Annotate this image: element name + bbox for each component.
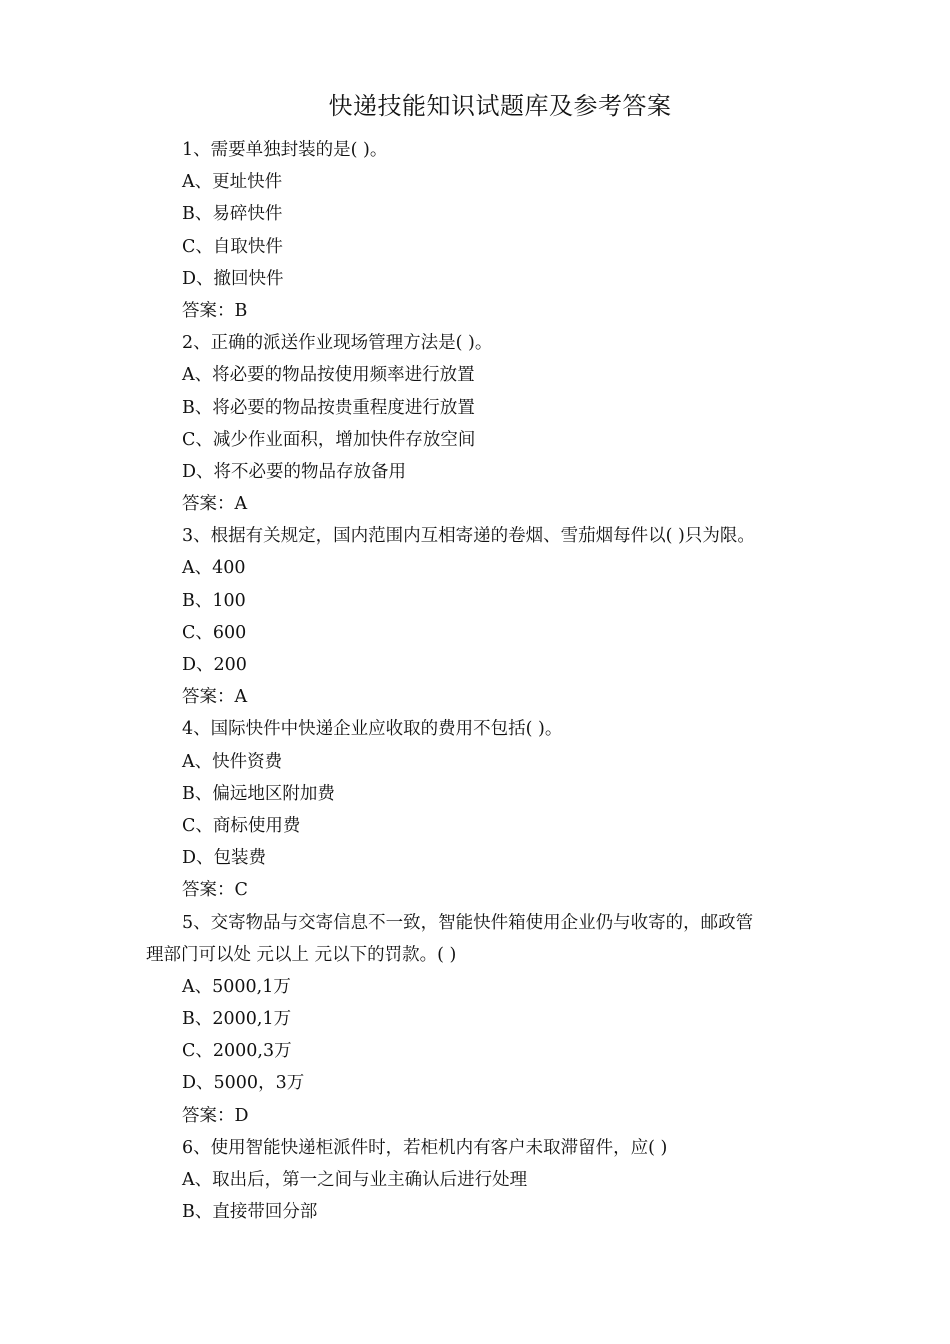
question-2-stem: 2、正确的派送作业现场管理方法是( )。 — [182, 333, 493, 354]
question-5-option-c: C、2000,3万 — [182, 1041, 292, 1062]
question-4-option-b: B、偏远地区附加费 — [182, 783, 335, 804]
question-3-stem: 3、根据有关规定，国内范围内互相寄递的卷烟、雪茄烟每件以( )只为限。 — [182, 526, 755, 547]
question-2-option-c: C、减少作业面积，增加快件存放空间 — [182, 429, 476, 450]
question-4-stem: 4、国际快件中快递企业应收取的费用不包括( )。 — [182, 719, 563, 740]
question-2-option-d: D、将不必要的物品存放备用 — [182, 461, 407, 482]
question-1-option-d: D、撤回快件 — [182, 268, 284, 289]
question-5-option-a: A、5000,1万 — [182, 976, 291, 997]
question-1-option-c: C、自取快件 — [182, 236, 283, 257]
question-5-stem: 5、交寄物品与交寄信息不一致，智能快件箱使用企业仍与收寄的，邮政管 — [182, 912, 754, 933]
question-2-option-a: A、将必要的物品按使用频率进行放置 — [182, 365, 475, 386]
question-4-option-a: A、快件资费 — [182, 751, 283, 772]
question-list — [146, 134, 826, 1228]
question-3-option-b: B、100 — [182, 590, 246, 611]
question-3-answer: 答案：A — [182, 687, 248, 708]
question-1-stem: 1、需要单独封装的是( )。 — [182, 140, 388, 160]
document-title: 快递技能知识试题库及参考答案 — [328, 92, 672, 120]
question-6-stem: 6、使用智能快递柜派件时，若柜机内有客户未取滞留件，应( ) — [182, 1137, 668, 1158]
question-4-option-d: D、包装费 — [182, 848, 267, 869]
question-1-option-a: A、更址快件 — [182, 172, 283, 193]
question-2-option-b: B、将必要的物品按贵重程度进行放置 — [182, 397, 475, 418]
question-6-option-b: B、直接带回分部 — [182, 1202, 318, 1223]
question-4-option-c: C、商标使用费 — [182, 815, 301, 836]
question-6-option-a: A、取出后，第一之间与业主确认后进行处理 — [182, 1170, 528, 1190]
question-2-answer: 答案：A — [182, 494, 248, 515]
question-4-answer: 答案：C — [182, 880, 248, 901]
question-3-option-c: C、600 — [182, 622, 247, 643]
question-1-answer: 答案：B — [182, 300, 248, 321]
question-3-option-a: A、400 — [182, 558, 246, 579]
question-5-answer: 答案：D — [182, 1105, 249, 1126]
question-1-option-b: B、易碎快件 — [182, 204, 283, 225]
question-3-option-d: D、200 — [182, 655, 247, 675]
question-5-option-d: D、5000，3万 — [182, 1073, 305, 1094]
question-5-option-b: B、2000,1万 — [182, 1009, 292, 1030]
question-5-stem-continued: 理部门可以处 元以上 元以下的罚款。( ) — [146, 944, 457, 965]
